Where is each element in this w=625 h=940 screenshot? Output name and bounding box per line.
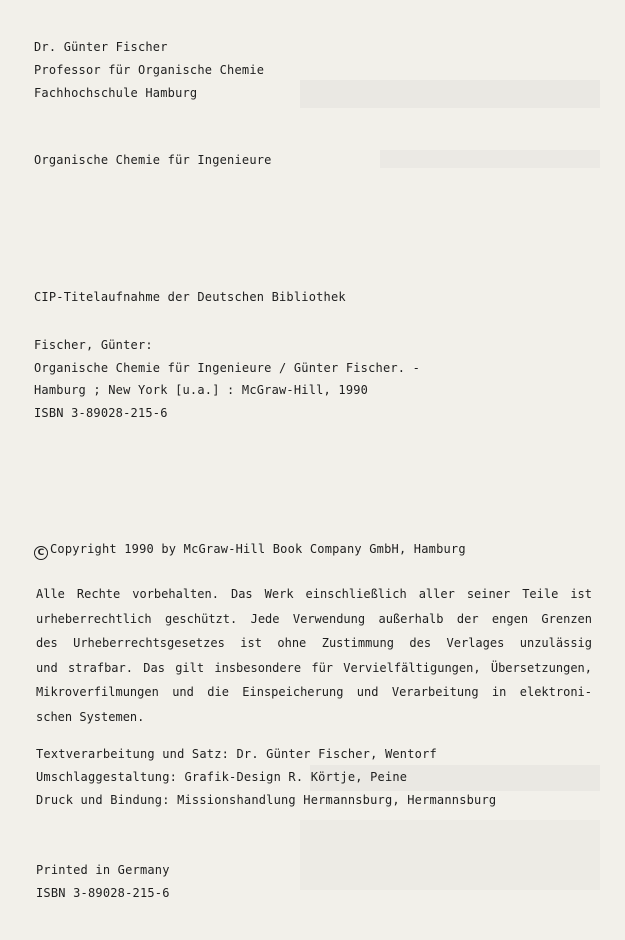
rights-line: und strafbar. Das gilt insbesondere für Vervielfältigungen, Übersetzungen,: [36, 660, 592, 675]
printed-in: Printed in Germany: [36, 863, 170, 877]
copyright-text: Copyright 1990 by McGraw-Hill Book Company GmbH, Hamburg: [50, 542, 466, 556]
author-institution: Fachhochschule Hamburg: [34, 86, 198, 100]
cip-heading: CIP-Titelaufnahme der Deutschen Bibliothek: [34, 290, 346, 304]
show-through-bar-1: [300, 80, 600, 108]
book-title: Organische Chemie für Ingenieure: [34, 153, 272, 167]
copyright-line: [34, 542, 466, 560]
cip-line-publisher: Hamburg ; New York [u.a.] : McGraw-Hill, 1990: [34, 383, 369, 397]
author-position: Professor für Organische Chemie: [34, 63, 265, 77]
cip-line-isbn: ISBN 3-89028-215-6: [34, 406, 168, 420]
rights-paragraph: [36, 582, 592, 729]
rights-line: Alle Rechte vorbehalten. Das Werk einschließlich aller seiner Teile ist: [36, 587, 592, 601]
rights-line: Mikroverfilmungen und die Einspeicherung und Verarbeitung in elektroni-: [36, 685, 592, 699]
production-typesetting: Textverarbeitung und Satz: Dr. Günter Fischer, Wentorf: [36, 747, 437, 761]
rights-line: des Urheberrechtsgesetzes ist ohne Zustimmung des Verlages unzulässig: [36, 636, 592, 650]
cip-line-author: Fischer, Günter:: [34, 338, 153, 352]
production-cover-design: Umschlaggestaltung: Grafik-Design R. Körtje, Peine: [36, 770, 408, 784]
show-through-bar-4: [300, 820, 600, 890]
footer-isbn: ISBN 3-89028-215-6: [36, 886, 170, 900]
rights-line: schen Systemen.: [36, 709, 145, 724]
copyright-icon: C: [34, 546, 48, 560]
cip-line-title: Organische Chemie für Ingenieure / Günter Fischer. -: [34, 361, 421, 375]
rights-line: urheberrechtlich geschützt. Jede Verwendung außerhalb der engen Grenzen: [36, 611, 592, 626]
show-through-bar-2: [380, 150, 600, 168]
author-name: Dr. Günter Fischer: [34, 40, 168, 54]
production-printing: Druck und Bindung: Missionshandlung Hermannsburg, Hermannsburg: [36, 793, 497, 807]
